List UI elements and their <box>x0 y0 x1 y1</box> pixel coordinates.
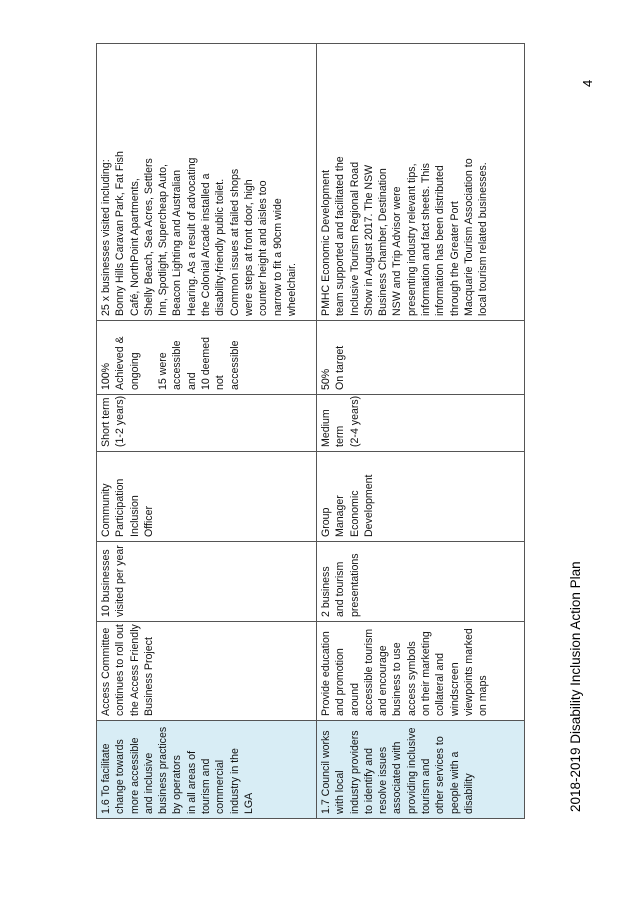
text-line: presenting industry relevant tips, <box>405 163 418 316</box>
status-cell <box>97 321 317 395</box>
text-line: visited per year <box>114 545 127 617</box>
text-line: collateral and <box>434 652 447 716</box>
text-line: Participation <box>114 478 127 537</box>
text-line: local tourism related businesses. <box>477 162 490 316</box>
text-line: more accessible <box>128 737 141 814</box>
text-line: resolve issues <box>377 746 390 814</box>
action-cell <box>97 622 317 721</box>
text-line: accessible <box>171 340 184 390</box>
status-cell <box>317 321 525 395</box>
text-line: accessible tourism <box>362 628 375 716</box>
text-line: in all areas of <box>185 750 198 814</box>
text-line: commercial <box>214 759 227 814</box>
text-line: narrow to fit a 90cm wide <box>271 198 284 316</box>
comments-cell <box>317 44 525 321</box>
text-line: industry in the <box>228 748 241 814</box>
text-line: Development <box>362 474 375 537</box>
text-line: Community <box>100 483 112 537</box>
text-line: through the Greater Port <box>448 201 461 316</box>
text-line: 1.7 Council works <box>320 730 332 814</box>
text-line: 25 x businesses visited including: <box>100 159 112 316</box>
text-line: term <box>334 425 347 447</box>
responsibility-cell <box>97 452 317 542</box>
text-line: continues to roll out <box>114 624 127 716</box>
text-line: disability-friendly public toilet. <box>214 178 227 316</box>
text-line: Beacon Lighting and Australian <box>171 169 184 316</box>
table-row <box>97 44 317 819</box>
text-line: people with a <box>448 751 461 814</box>
text-line: Achieved & <box>114 336 127 390</box>
text-line: to identify and <box>362 748 375 814</box>
text-line: On target <box>334 345 347 390</box>
text-line: Bonny Hills Caravan Park, Fat Fish <box>114 151 127 316</box>
timeframe-cell <box>97 395 317 452</box>
text-line: presentations <box>348 553 361 617</box>
text-line: Short term <box>100 397 112 447</box>
text-line: not <box>214 375 227 390</box>
status-progress <box>99 324 142 390</box>
text-line: and inclusive <box>142 752 155 814</box>
text-line: Business Chamber, Destination <box>377 168 390 316</box>
text-line: ongoing <box>128 352 141 390</box>
text-line: other services to <box>434 736 447 814</box>
text-line: around <box>348 683 361 716</box>
text-line: (1-2 years) <box>114 395 127 447</box>
text-line: Café, NorthPoint Apartments, <box>128 178 141 316</box>
action-plan-table <box>96 43 525 819</box>
text-line: on their marketing <box>420 631 433 716</box>
text-line: viewpoints marked <box>462 628 475 716</box>
text-line: disability <box>462 773 475 814</box>
comments-cell <box>97 44 317 321</box>
text-line: Provide education <box>320 631 332 716</box>
status-detail <box>156 324 242 390</box>
text-line: Manager <box>334 495 347 537</box>
text-line: LGA <box>242 792 255 814</box>
text-line: access symbols <box>405 641 418 716</box>
text-line: Officer <box>142 505 155 537</box>
text-line: were steps at front door, high <box>242 179 255 316</box>
text-line: Macquarie Tourism Association to <box>462 158 475 316</box>
text-line: (2-4 years) <box>348 395 361 447</box>
text-line: Business Project <box>142 637 155 716</box>
text-line: industry providers <box>348 730 361 814</box>
text-line: 100% <box>100 362 112 390</box>
measure-cell <box>97 542 317 622</box>
text-line: and tourism <box>334 561 347 617</box>
timeframe-cell <box>317 395 525 452</box>
text-line: Inn, Spotlight, Supercheap Auto, <box>157 164 170 316</box>
text-line: associated with <box>391 741 404 814</box>
text-line: providing inclusive <box>405 727 418 814</box>
text-line: change towards <box>114 739 127 814</box>
text-line: 10 deemed <box>200 336 213 390</box>
text-line: by operators <box>171 755 184 814</box>
text-line: Access Committee <box>100 627 112 716</box>
footer-document-title: 2018-2019 Disability Inclusion Action Plan <box>568 561 583 812</box>
text-line: Common issues at failed shops <box>228 168 241 316</box>
status-progress <box>319 324 348 390</box>
text-line: and encourage <box>377 645 390 716</box>
text-line: 10 businesses <box>100 549 112 617</box>
text-line: accessible <box>228 340 241 390</box>
goal-cell <box>97 721 317 819</box>
text-line: business to use <box>391 642 404 716</box>
text-line: Hearing. As a result of advocating <box>185 157 198 316</box>
text-line: tourism and <box>420 758 433 814</box>
text-line: counter height and aisles too <box>257 180 270 316</box>
measure-cell <box>317 542 525 622</box>
text-line: NSW and Trip Advisor were <box>391 186 404 316</box>
text-line: and <box>185 372 198 390</box>
text-line: PMHC Economic Development <box>320 169 332 316</box>
text-line: Shelly Beach, Sea Acres, Settlers <box>142 158 155 316</box>
text-line: Group <box>320 507 332 537</box>
text-line: the Access Friendly <box>128 624 141 716</box>
text-line: Show in August 2017. The NSW <box>362 164 375 316</box>
text-line: on maps <box>477 675 490 716</box>
page-number: 4 <box>580 79 595 87</box>
text-line: team supported and facilitated the <box>334 156 347 316</box>
text-line: Economic <box>348 490 361 537</box>
text-line: 2 business <box>320 566 332 617</box>
text-line: wheelchair. <box>285 263 298 316</box>
text-line: Medium <box>320 409 332 447</box>
text-line: Inclusion <box>128 495 141 537</box>
goal-cell <box>317 721 525 819</box>
text-line: the Colonial Arcade installed a <box>200 173 213 316</box>
text-line: information has been distributed <box>434 165 447 316</box>
text-line: 50% <box>320 368 332 390</box>
responsibility-cell <box>317 452 525 542</box>
status-gap <box>142 324 156 390</box>
text-line: with local <box>334 770 347 814</box>
text-line: information and fact sheets. This <box>420 163 433 316</box>
text-line: 15 were <box>157 352 170 390</box>
action-cell <box>317 622 525 721</box>
table-row <box>317 44 525 819</box>
text-line: tourism and <box>200 758 213 814</box>
text-line: business practices <box>157 726 170 814</box>
text-line: and promotion <box>334 648 347 716</box>
text-line: Inclusive Tourism Regional Road <box>348 161 361 316</box>
text-line: 1.6 To facilitate <box>100 743 112 814</box>
text-line: windscreen <box>448 662 461 716</box>
